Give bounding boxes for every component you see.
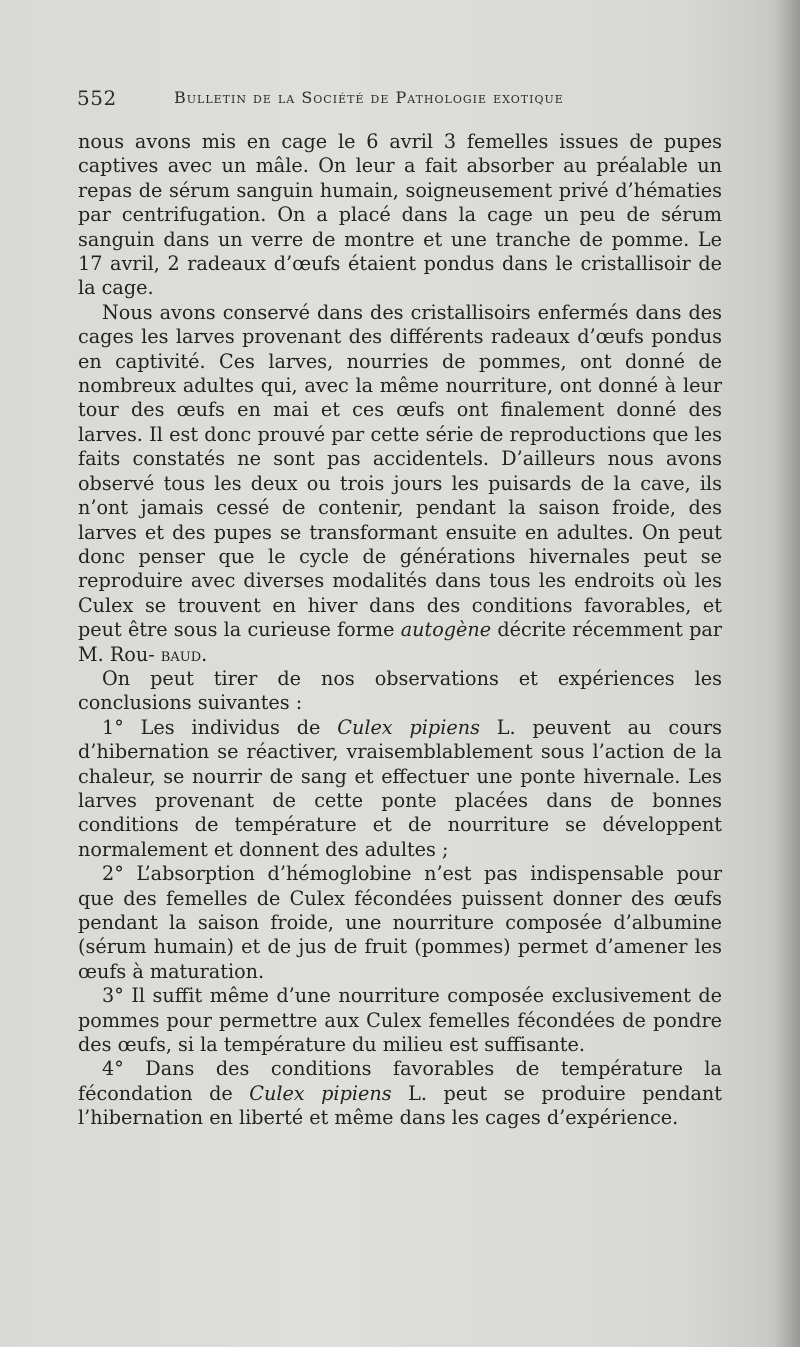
conclusion-1-end: L. peuvent au cours d’hibernation se réactiver, vraisemblablement sous l’action de la chaleur, se nourrir de sang et effectuer une ponte hivernale. Les larves provenant de cette ponte placées dans de bonnes conditions de température et de nourriture se développent normalement et donnent des adultes ;	[78, 715, 723, 861]
conclusion-1-start: 1° Les individus de	[102, 715, 338, 739]
conclusion-4-start: 4° Dans des conditions favorables de température la fécondation de	[78, 1057, 722, 1105]
paragraph-2	[78, 301, 722, 667]
running-title: Bulletin de la Société de Pathologie exotique	[174, 88, 564, 107]
conclusion-2: 2° L’absorption d’hémoglobine n’est pas indispensable pour que des femelles de Culex fécondées puissent donner des œufs pendant la saison froide, une nourriture composée d’albumine (sérum humain) et de jus de fruit (pommes) permet d’amener les œufs à maturation.	[78, 862, 722, 983]
conclusion-1	[78, 716, 722, 862]
species-name-2: Culex pipiens	[249, 1081, 392, 1105]
species-name: Culex pipiens	[337, 715, 480, 739]
author-name: baud.	[160, 642, 208, 666]
italic-term-autogene: autogène	[400, 618, 492, 642]
body-text	[78, 130, 722, 1131]
paragraph-1: nous avons mis en cage le 6 avril 3 femelles issues de pupes captives avec un mâle. On leur a fait absorber au préalable un repas de sérum sanguin humain, soigneusement privé d’hématies par centrifugation. On a placé dans la cage un peu de sérum sanguin dans un verre de montre et une tranche de pomme. Le 17 avril, 2 radeaux d’œufs étaient pondus dans le cristallisoir de la cage.	[78, 130, 722, 300]
page-edge-shadow	[774, 0, 800, 1347]
paragraph-2-text: Nous avons conservé dans des cristallisoirs enfermés dans des cages les larves provenant des différents radeaux d’œufs pondus en captivité. Ces larves, nourries de pommes, ont donné de nombreux adultes qui, avec la même nourriture, ont donné à leur tour des œufs en mai et ces œufs ont finalement donné des larves. Il est donc prouvé par cette série de reproductions que les faits constatés ne sont pas accidentels. D’ailleurs nous avons observé tous les deux ou trois jours les puisards de la cave, ils n’ont jamais cessé de contenir, pendant la saison froide, des larves et des pupes se transformant ensuite en adultes. On peut donc penser que le cycle de générations hivernales peut se reproduire avec diverses modalités dans tous les endroits où les Culex se trouvent en hiver dans des conditions favorables, et peut être sous la curieuse forme	[78, 300, 722, 642]
conclusion-3: 3° Il suffit même d’une nourriture composée exclusivement de pommes pour permettre aux Culex femelles fécondées de pondre des œufs, si la température du milieu est suffisante.	[78, 984, 722, 1057]
conclusion-4-end: L. peut se produire pendant l’hibernation en liberté et même dans les cages d’expérience.	[78, 1081, 723, 1130]
conclusion-4	[78, 1057, 722, 1130]
paragraph-3: On peut tirer de nos observations et expériences les conclusions suivantes :	[78, 666, 722, 715]
page-number: 552	[77, 86, 117, 110]
page-header	[77, 82, 727, 116]
paragraph-2-text-end: décrite récemment par M. Rou-	[78, 618, 722, 666]
